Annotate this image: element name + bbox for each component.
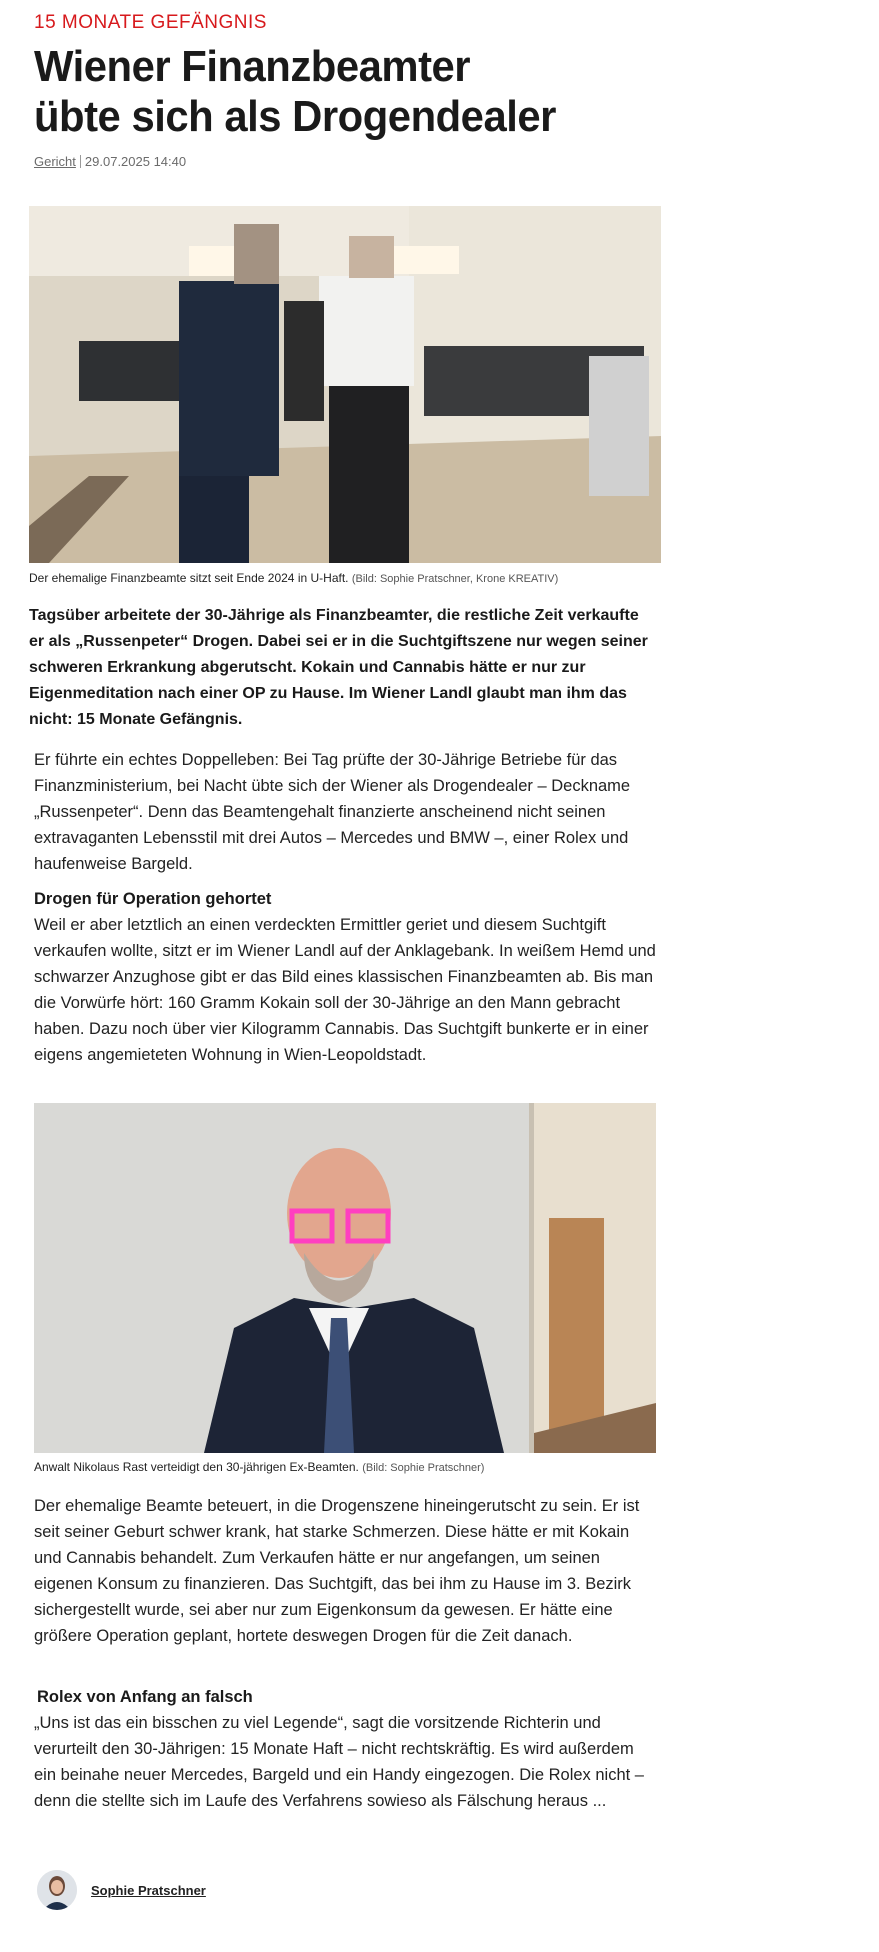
article-headline: Wiener Finanzbeamter übte sich als Drogendealer [34,42,556,141]
meta-divider [80,155,81,168]
article-lead: Tagsüber arbeitete der 30-Jährige als Finanzbeamter, die restliche Zeit verkaufte er als „Russenpeter“ Drogen. Dabei sei er in die Suchtgiftszene nur wegen seiner schweren Erkrankung abgerutscht. Kokain und Cannabis hätte er nur zur Eigenmeditation nach einer OP zu Hause. Im Wiener Landl glaubt man ihm das nicht: 15 Monate Gefängnis. [29,607,648,728]
publish-datetime: 29.07.2025 14:40 [84,154,187,169]
article-paragraph: Weil er aber letztlich an einen verdeckten Ermittler geriet und diesem Suchtgift verkaufen wollte, sitzt er im Wiener Landl auf der Anklagebank. In weißem Hemd und schwarzer Anzughose gibt er das Bild eines klassischen Finanzbeamten ab. Bis man die Vorwürfe hört: 160 Gramm Kokain soll der 30-Jährige an den Mann gebracht haben. Dazu noch über vier Kilogramm Cannabis. Das Suchtgift bunkerte er in einer eigens angemieteten Wohnung in Wien-Leopoldstadt. [34,916,656,1064]
article-paragraph: „Uns ist das ein bisschen zu viel Legende“, sagt die vorsitzende Richterin und verurteilt den 30-Jährigen: 15 Monate Haft – nicht rechtskräftig. Es wird außerdem ein beinahe neuer Mercedes, Bargeld und ein Handy eingezogen. Die Rolex nicht – denn die stellte sich im Laufe des Verfahrens sowieso als Fälschung heraus ... [34,1714,644,1810]
courtroom-photo [29,206,661,563]
article-meta [34,154,186,169]
image-caption-2 [34,1460,484,1474]
article-image-lawyer[interactable] [34,1103,656,1453]
article-image-courtroom[interactable] [29,206,661,563]
category-link[interactable]: Gericht [34,154,76,169]
photo-credit: (Bild: Sophie Pratschner) [362,1462,485,1474]
author-avatar[interactable] [37,1870,77,1910]
article-subheading: Rolex von Anfang an falsch [37,1688,253,1706]
image-caption-1 [29,571,558,585]
article-paragraph: Der ehemalige Beamte beteuert, in die Drogenszene hineingerutscht zu sein. Er ist seit seiner Geburt schwer krank, hat starke Schmerzen. Diese hätte er mit Kokain und Cannabis behandelt. Zum Verkaufen hätte er nur angefangen, um seinen eigenen Konsum zu finanzieren. Das Suchtgift, das bei ihm zu Hause im 3. Bezirk sichergestellt wurde, sei aber nur zum Eigenkonsum da gewesen. Er hätte eine größere Operation geplant, hortete deswegen Drogen für die Zeit danach. [34,1497,640,1645]
article-paragraph: Er führte ein echtes Doppelleben: Bei Tag prüfte der 30-Jährige Betriebe für das Finanzministerium, bei Nacht übte sich der Wiener als Drogendealer – Deckname „Russenpeter“. Denn das Beamtengehalt finanzierte anscheinend nicht seinen extravaganten Lebensstil mit drei Autos – Mercedes und BMW –, einer Rolex und haufenweise Bargeld. [34,751,631,873]
avatar-photo [37,1870,77,1910]
caption-text: Der ehemalige Finanzbeamte sitzt seit Ende 2024 in U-Haft. [29,571,349,585]
author-name-link[interactable]: Sophie Pratschner [91,1882,206,1898]
article-kicker: 15 MONATE GEFÄNGNIS [34,12,267,33]
author-byline [37,1870,206,1910]
lawyer-photo [34,1103,656,1453]
caption-text: Anwalt Nikolaus Rast verteidigt den 30-jährigen Ex-Beamten. [34,1460,359,1474]
photo-credit: (Bild: Sophie Pratschner, Krone KREATIV) [351,573,559,585]
article-subheading: Drogen für Operation gehortet [34,890,272,908]
